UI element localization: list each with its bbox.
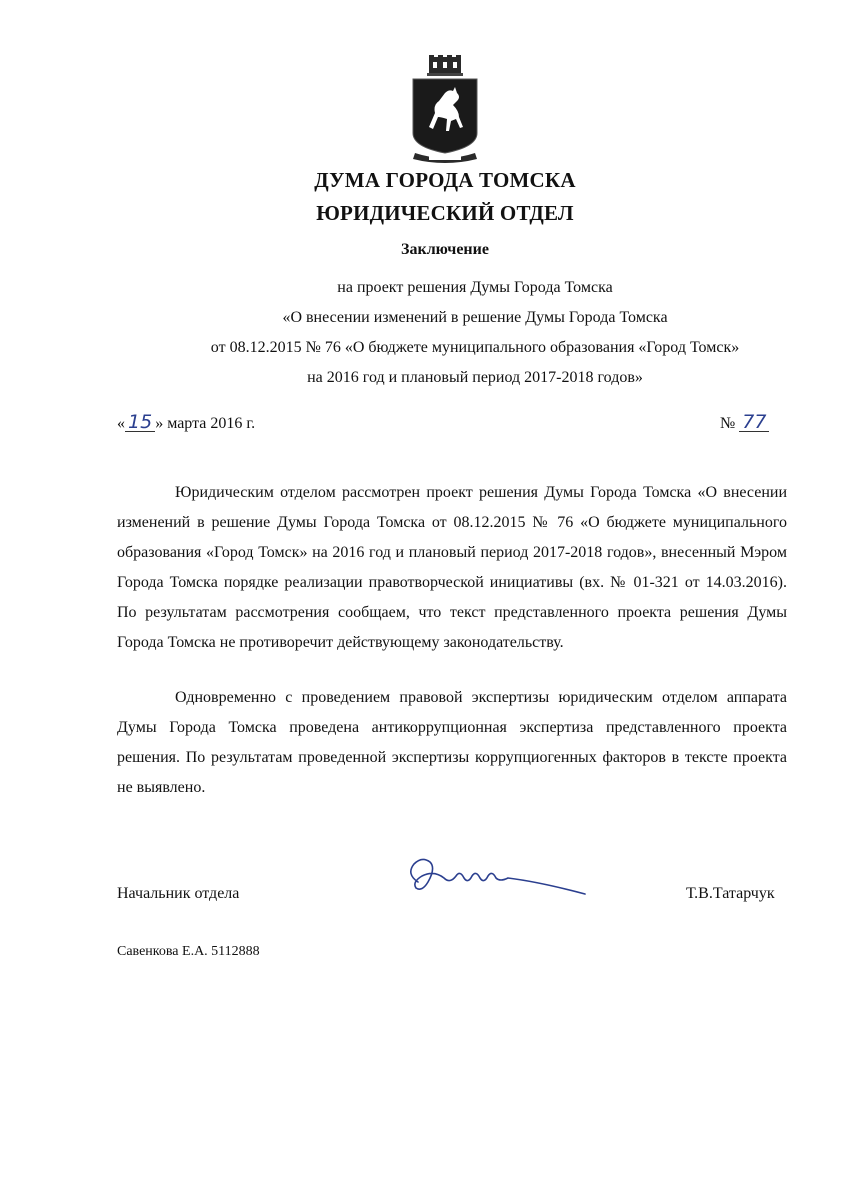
subject-line-1: на проект решения Думы Города Томска bbox=[337, 279, 613, 296]
date-day-handwritten: 15 bbox=[125, 413, 155, 432]
document-number bbox=[720, 413, 769, 433]
executor-contact: Савенкова Е.А. 5112888 bbox=[117, 944, 260, 959]
org-title-line1: ДУМА ГОРОДА ТОМСКА bbox=[314, 168, 576, 192]
subject-line-2: «О внесении изменений в решение Думы Города Томска bbox=[282, 309, 668, 326]
signatory-name: Т.В.Татарчук bbox=[686, 885, 775, 902]
document-type: Заключение bbox=[401, 241, 489, 258]
date-quote-open: « bbox=[117, 415, 125, 432]
body-paragraph-1: Юридическим отделом рассмотрен проект решения Думы Города Томска «О внесении изменений в решение Думы Города Томска от 08.12.2015 № 76 «О бюджете муниципального образования «Город Томск» на 2016 год и плановый период 2017-2018 годов», внесенный Мэром Города Томска порядке реализации правотворческой инициативы (вх. № 01-321 от 14.03.2016). По результатам рассмотрения сообщаем, что текст представленного проекта решения Думы Города Томска не противоречит действующему законодательству. bbox=[117, 484, 787, 651]
signatory-role: Начальник отдела bbox=[117, 885, 240, 902]
subject-line-3: от 08.12.2015 № 76 «О бюджете муниципального образования «Город Томск» bbox=[210, 339, 740, 356]
number-value-handwritten: 77 bbox=[739, 413, 769, 432]
org-title-line2: ЮРИДИЧЕСКИЙ ОТДЕЛ bbox=[316, 201, 574, 225]
subject-line-4: на 2016 год и плановый период 2017-2018 годов» bbox=[307, 369, 643, 386]
number-label: № bbox=[720, 415, 736, 432]
document-date bbox=[117, 413, 255, 433]
date-month-year: » марта 2016 г. bbox=[155, 415, 256, 432]
body-paragraph-2: Одновременно с проведением правовой экспертизы юридическим отделом аппарата Думы Города Томска проведена антикоррупционная экспертиза представленного проекта решения. По результатам проведенной экспертизы коррупциогенных факторов в тексте проекта не выявлено. bbox=[117, 689, 787, 796]
handwritten-signature bbox=[400, 852, 590, 902]
coat-of-arms-emblem bbox=[405, 55, 485, 167]
